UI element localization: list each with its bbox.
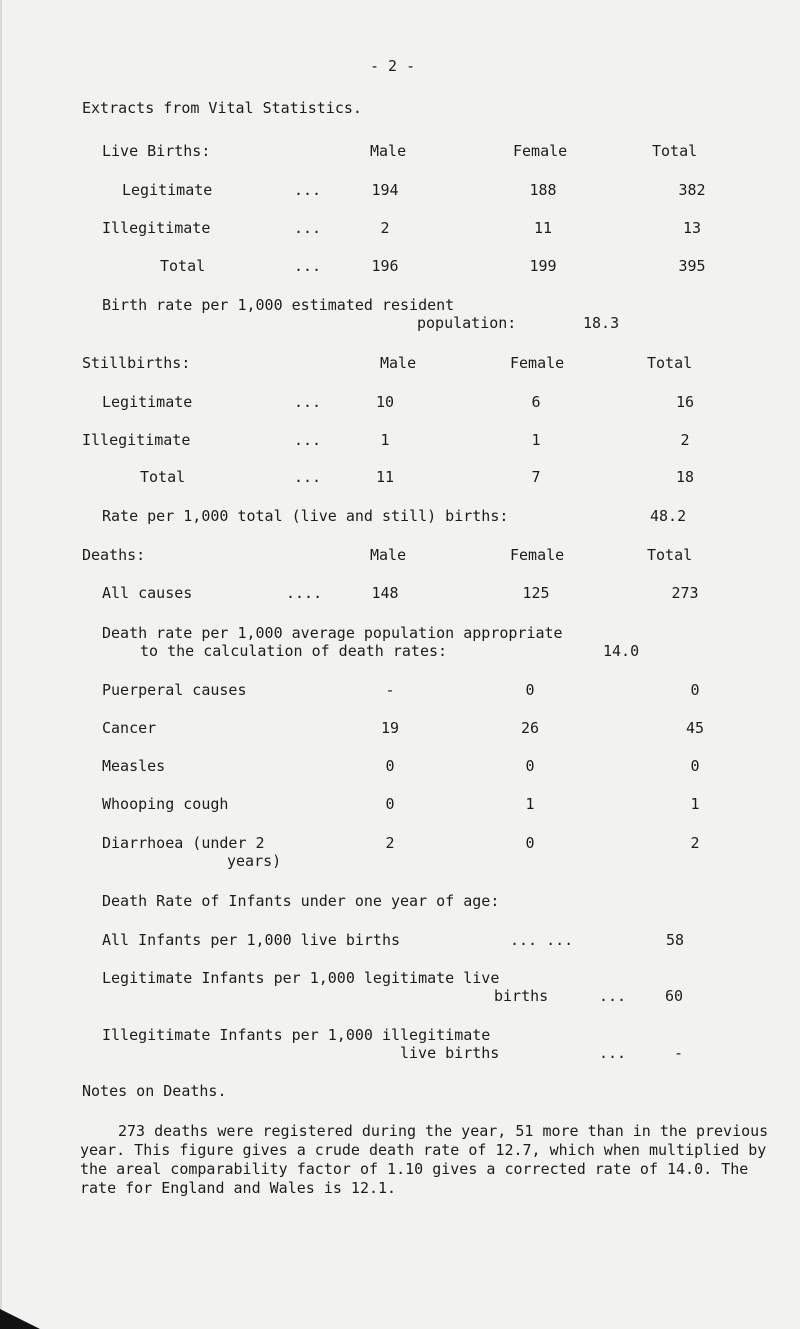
all-infants-label: All Infants per 1,000 live births xyxy=(102,931,401,949)
all-infants-value: 58 xyxy=(666,931,685,949)
live-births-col-female: Female xyxy=(513,142,568,160)
live-births-female-value: 199 xyxy=(529,257,557,275)
row-dots: ... xyxy=(294,181,322,199)
cause-male-value: 0 xyxy=(385,757,395,775)
illegitimate-infants-value: - xyxy=(674,1044,684,1062)
cause-label: Diarrhoea (under 2 xyxy=(102,834,265,852)
page-corner-shadow xyxy=(0,1309,40,1329)
row-dots: ... xyxy=(599,1044,627,1062)
stillbirth-rate-text: Rate per 1,000 total (live and still) births: xyxy=(102,507,509,525)
all-causes-female-value: 125 xyxy=(522,584,550,602)
page-title: Extracts from Vital Statistics. xyxy=(82,99,362,117)
live-births-row-label: Illegitimate xyxy=(102,219,211,237)
row-dots: ... xyxy=(599,987,627,1005)
live-births-row-label: Legitimate xyxy=(122,181,213,199)
stillbirths-col-total: Total xyxy=(647,354,693,372)
birth-rate-text-2: population: xyxy=(417,314,517,332)
birth-rate-value: 18.3 xyxy=(583,314,620,332)
live-births-male-value: 2 xyxy=(380,219,390,237)
cause-female-value: 0 xyxy=(525,757,535,775)
cause-male-value: 0 xyxy=(385,795,395,813)
stillbirths-total-value: 16 xyxy=(675,393,695,411)
cause-label-2: years) xyxy=(227,852,282,870)
cause-male-value: 2 xyxy=(385,834,395,852)
cause-female-value: 0 xyxy=(525,834,535,852)
legitimate-infants-value: 60 xyxy=(665,987,684,1005)
cause-total-value: 1 xyxy=(690,795,700,813)
stillbirths-heading: Stillbirths: xyxy=(82,354,191,372)
death-rate-value: 14.0 xyxy=(603,642,640,660)
illegitimate-infants-label: Illegitimate Infants per 1,000 illegitimate xyxy=(102,1026,491,1044)
cause-male-value: 19 xyxy=(380,719,400,737)
infant-deaths-heading: Death Rate of Infants under one year of age: xyxy=(102,892,500,910)
cause-total-value: 0 xyxy=(690,681,700,699)
stillbirths-female-value: 6 xyxy=(531,393,541,411)
stillbirths-female-value: 7 xyxy=(531,468,541,486)
stillbirths-col-female: Female xyxy=(510,354,565,372)
deaths-col-female: Female xyxy=(510,546,565,564)
live-births-female-value: 188 xyxy=(529,181,557,199)
cause-male-value: - xyxy=(385,681,395,699)
stillbirths-col-male: Male xyxy=(380,354,417,372)
death-rate-text: Death rate per 1,000 average population appropriate xyxy=(102,624,563,642)
cause-total-value: 45 xyxy=(685,719,705,737)
all-causes-male-value: 148 xyxy=(371,584,399,602)
live-births-male-value: 194 xyxy=(371,181,399,199)
stillbirths-total-value: 18 xyxy=(675,468,695,486)
live-births-total-value: 395 xyxy=(678,257,706,275)
row-dots: ... xyxy=(294,431,322,449)
stillbirths-row-label: Illegitimate xyxy=(82,431,191,449)
page-number: - 2 - xyxy=(370,57,416,75)
live-births-male-value: 196 xyxy=(371,257,399,275)
live-births-total-value: 382 xyxy=(678,181,706,199)
live-births-total-value: 13 xyxy=(682,219,702,237)
cause-female-value: 0 xyxy=(525,681,535,699)
deaths-heading: Deaths: xyxy=(82,546,146,564)
row-dots: .... xyxy=(286,584,323,602)
row-dots: ... xyxy=(294,257,322,275)
deaths-col-male: Male xyxy=(370,546,407,564)
deaths-col-total: Total xyxy=(647,546,693,564)
all-causes-label: All causes xyxy=(102,584,193,602)
stillbirths-male-value: 1 xyxy=(380,431,390,449)
legitimate-infants-label-2: births xyxy=(494,987,549,1005)
cause-label: Cancer xyxy=(102,719,157,737)
page-edge xyxy=(0,0,2,1329)
death-rate-text-2: to the calculation of death rates: xyxy=(140,642,448,660)
live-births-heading: Live Births: xyxy=(102,142,211,160)
row-dots: ... ... xyxy=(510,931,574,949)
live-births-col-male: Male xyxy=(370,142,407,160)
cause-total-value: 2 xyxy=(690,834,700,852)
stillbirths-row-label: Total xyxy=(140,468,186,486)
stillbirths-row-label: Legitimate xyxy=(102,393,193,411)
notes-heading: Notes on Deaths. xyxy=(82,1082,227,1100)
live-births-col-total: Total xyxy=(652,142,698,160)
live-births-female-value: 11 xyxy=(533,219,553,237)
stillbirths-male-value: 10 xyxy=(375,393,395,411)
cause-female-value: 1 xyxy=(525,795,535,813)
live-births-row-label: Total xyxy=(160,257,206,275)
stillbirth-rate-value: 48.2 xyxy=(650,507,687,525)
legitimate-infants-label: Legitimate Infants per 1,000 legitimate live xyxy=(102,969,500,987)
row-dots: ... xyxy=(294,468,322,486)
cause-label: Measles xyxy=(102,757,166,775)
row-dots: ... xyxy=(294,219,322,237)
cause-label: Whooping cough xyxy=(102,795,229,813)
cause-label: Puerperal causes xyxy=(102,681,247,699)
birth-rate-text: Birth rate per 1,000 estimated resident xyxy=(102,296,455,314)
stillbirths-total-value: 2 xyxy=(680,431,690,449)
cause-total-value: 0 xyxy=(690,757,700,775)
cause-female-value: 26 xyxy=(520,719,540,737)
row-dots: ... xyxy=(294,393,322,411)
notes-paragraph: 273 deaths were registered during the year, 51 more than in the previous year. This figure gives a crude death rate of 12.7, which when multiplied by the areal comparability factor of 1.10 gives a corrected rate of 14.0. The rate for England and Wales is 12.1. xyxy=(80,1122,769,1197)
all-causes-total-value: 273 xyxy=(671,584,699,602)
stillbirths-male-value: 11 xyxy=(375,468,395,486)
stillbirths-female-value: 1 xyxy=(531,431,541,449)
illegitimate-infants-label-2: live births xyxy=(400,1044,500,1062)
